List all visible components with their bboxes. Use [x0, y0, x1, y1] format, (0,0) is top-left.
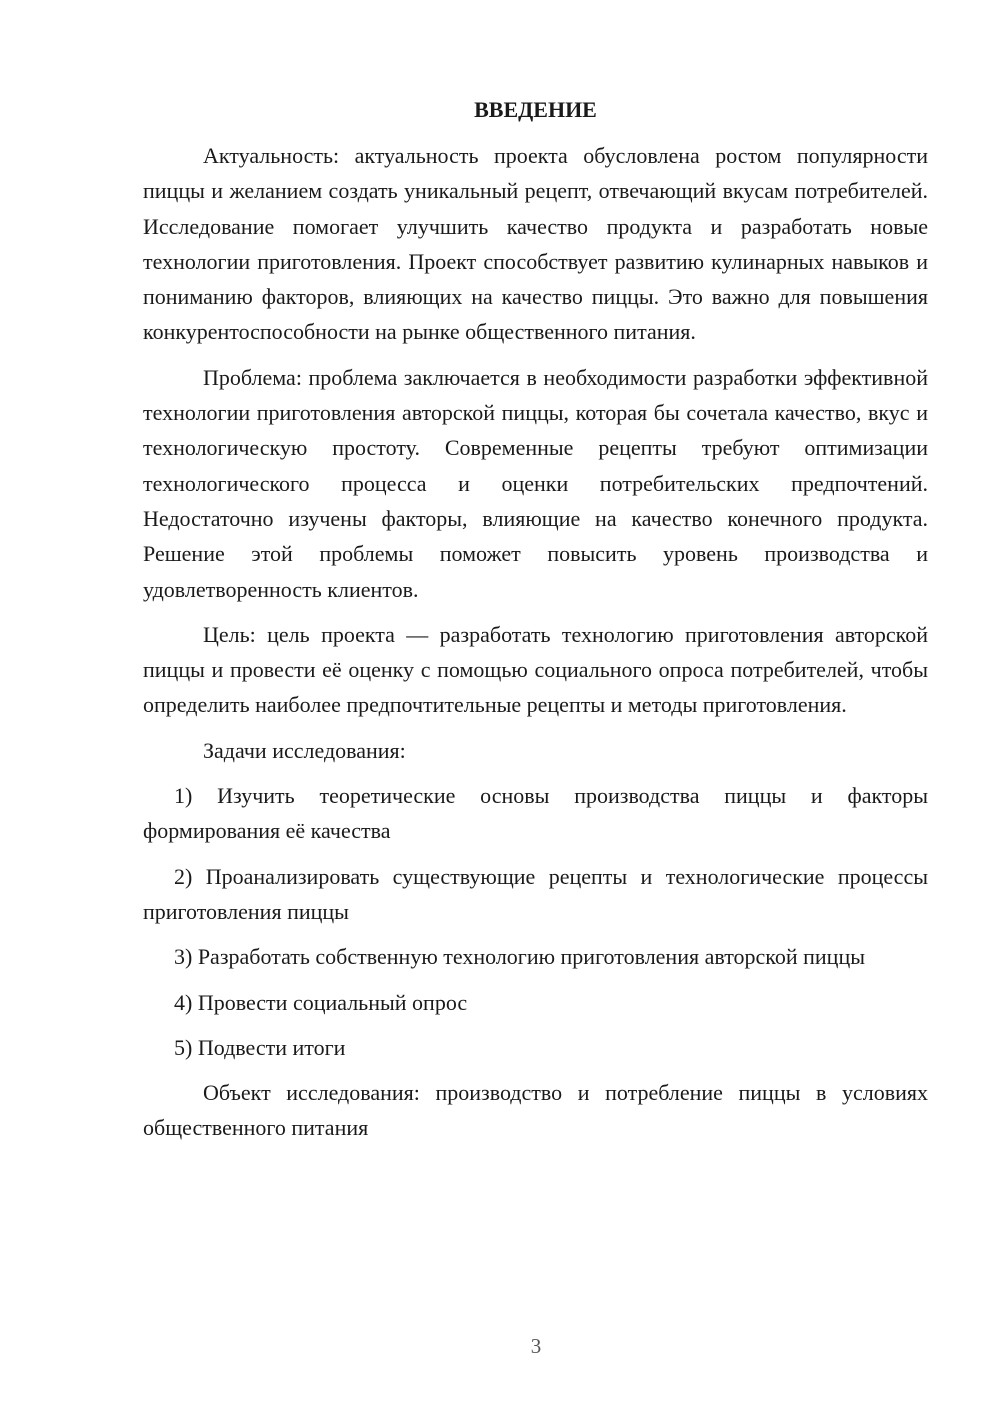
list-item: 5) Подвести итоги — [174, 1034, 346, 1060]
list-item: 2) Проанализировать существующие рецепты и технологические процессы приготовления пиццы — [143, 863, 928, 924]
page-number: 3 — [530, 1334, 542, 1358]
page-title: ВВЕДЕНИЕ — [474, 97, 597, 122]
tasks-list — [143, 778, 928, 1065]
tasks-heading: Задачи исследования: — [203, 737, 406, 763]
list-item: 3) Разработать собственную технологию приготовления авторской пиццы — [174, 944, 866, 970]
list-item: 4) Провести социальный опрос — [174, 989, 468, 1015]
relevance-paragraph: Актуальность: актуальность проекта обусловлена ростом популярности пиццы и желанием создать уникальный рецепт, отвечающий вкусам потребителей. Исследование помогает улучшить качество продукта и разработать новые технологии приготовления. Проект способствует развитию кулинарных навыков и пониманию факторов, влияющих на качество пиццы. Это важно для повышения конкурентоспособности на рынке общественного питания. — [143, 143, 928, 345]
document-page — [143, 94, 928, 1156]
object-paragraph: Объект исследования: производство и потребление пиццы в условиях общественного питания — [143, 1080, 928, 1141]
goal-paragraph: Цель: цель проекта — разработать технологию приготовления авторской пиццы и провести её оценку с помощью социального опроса потребителей, чтобы определить наиболее предпочтительные рецепты и методы приготовления. — [143, 621, 928, 718]
list-item: 1) Изучить теоретические основы производства пиццы и факторы формирования её качества — [143, 783, 928, 844]
problem-paragraph: Проблема: проблема заключается в необходимости разработки эффективной технологии приготовления авторской пиццы, которая бы сочетала качество, вкус и технологическую простоту. Современные рецепты требуют оптимизации технологического процесса и оценки потребительских предпочтений. Недостаточно изучены факторы, влияющие на качество конечного продукта. Решение этой проблемы поможет повысить уровень производства и удовлетворенность клиентов. — [143, 364, 928, 602]
